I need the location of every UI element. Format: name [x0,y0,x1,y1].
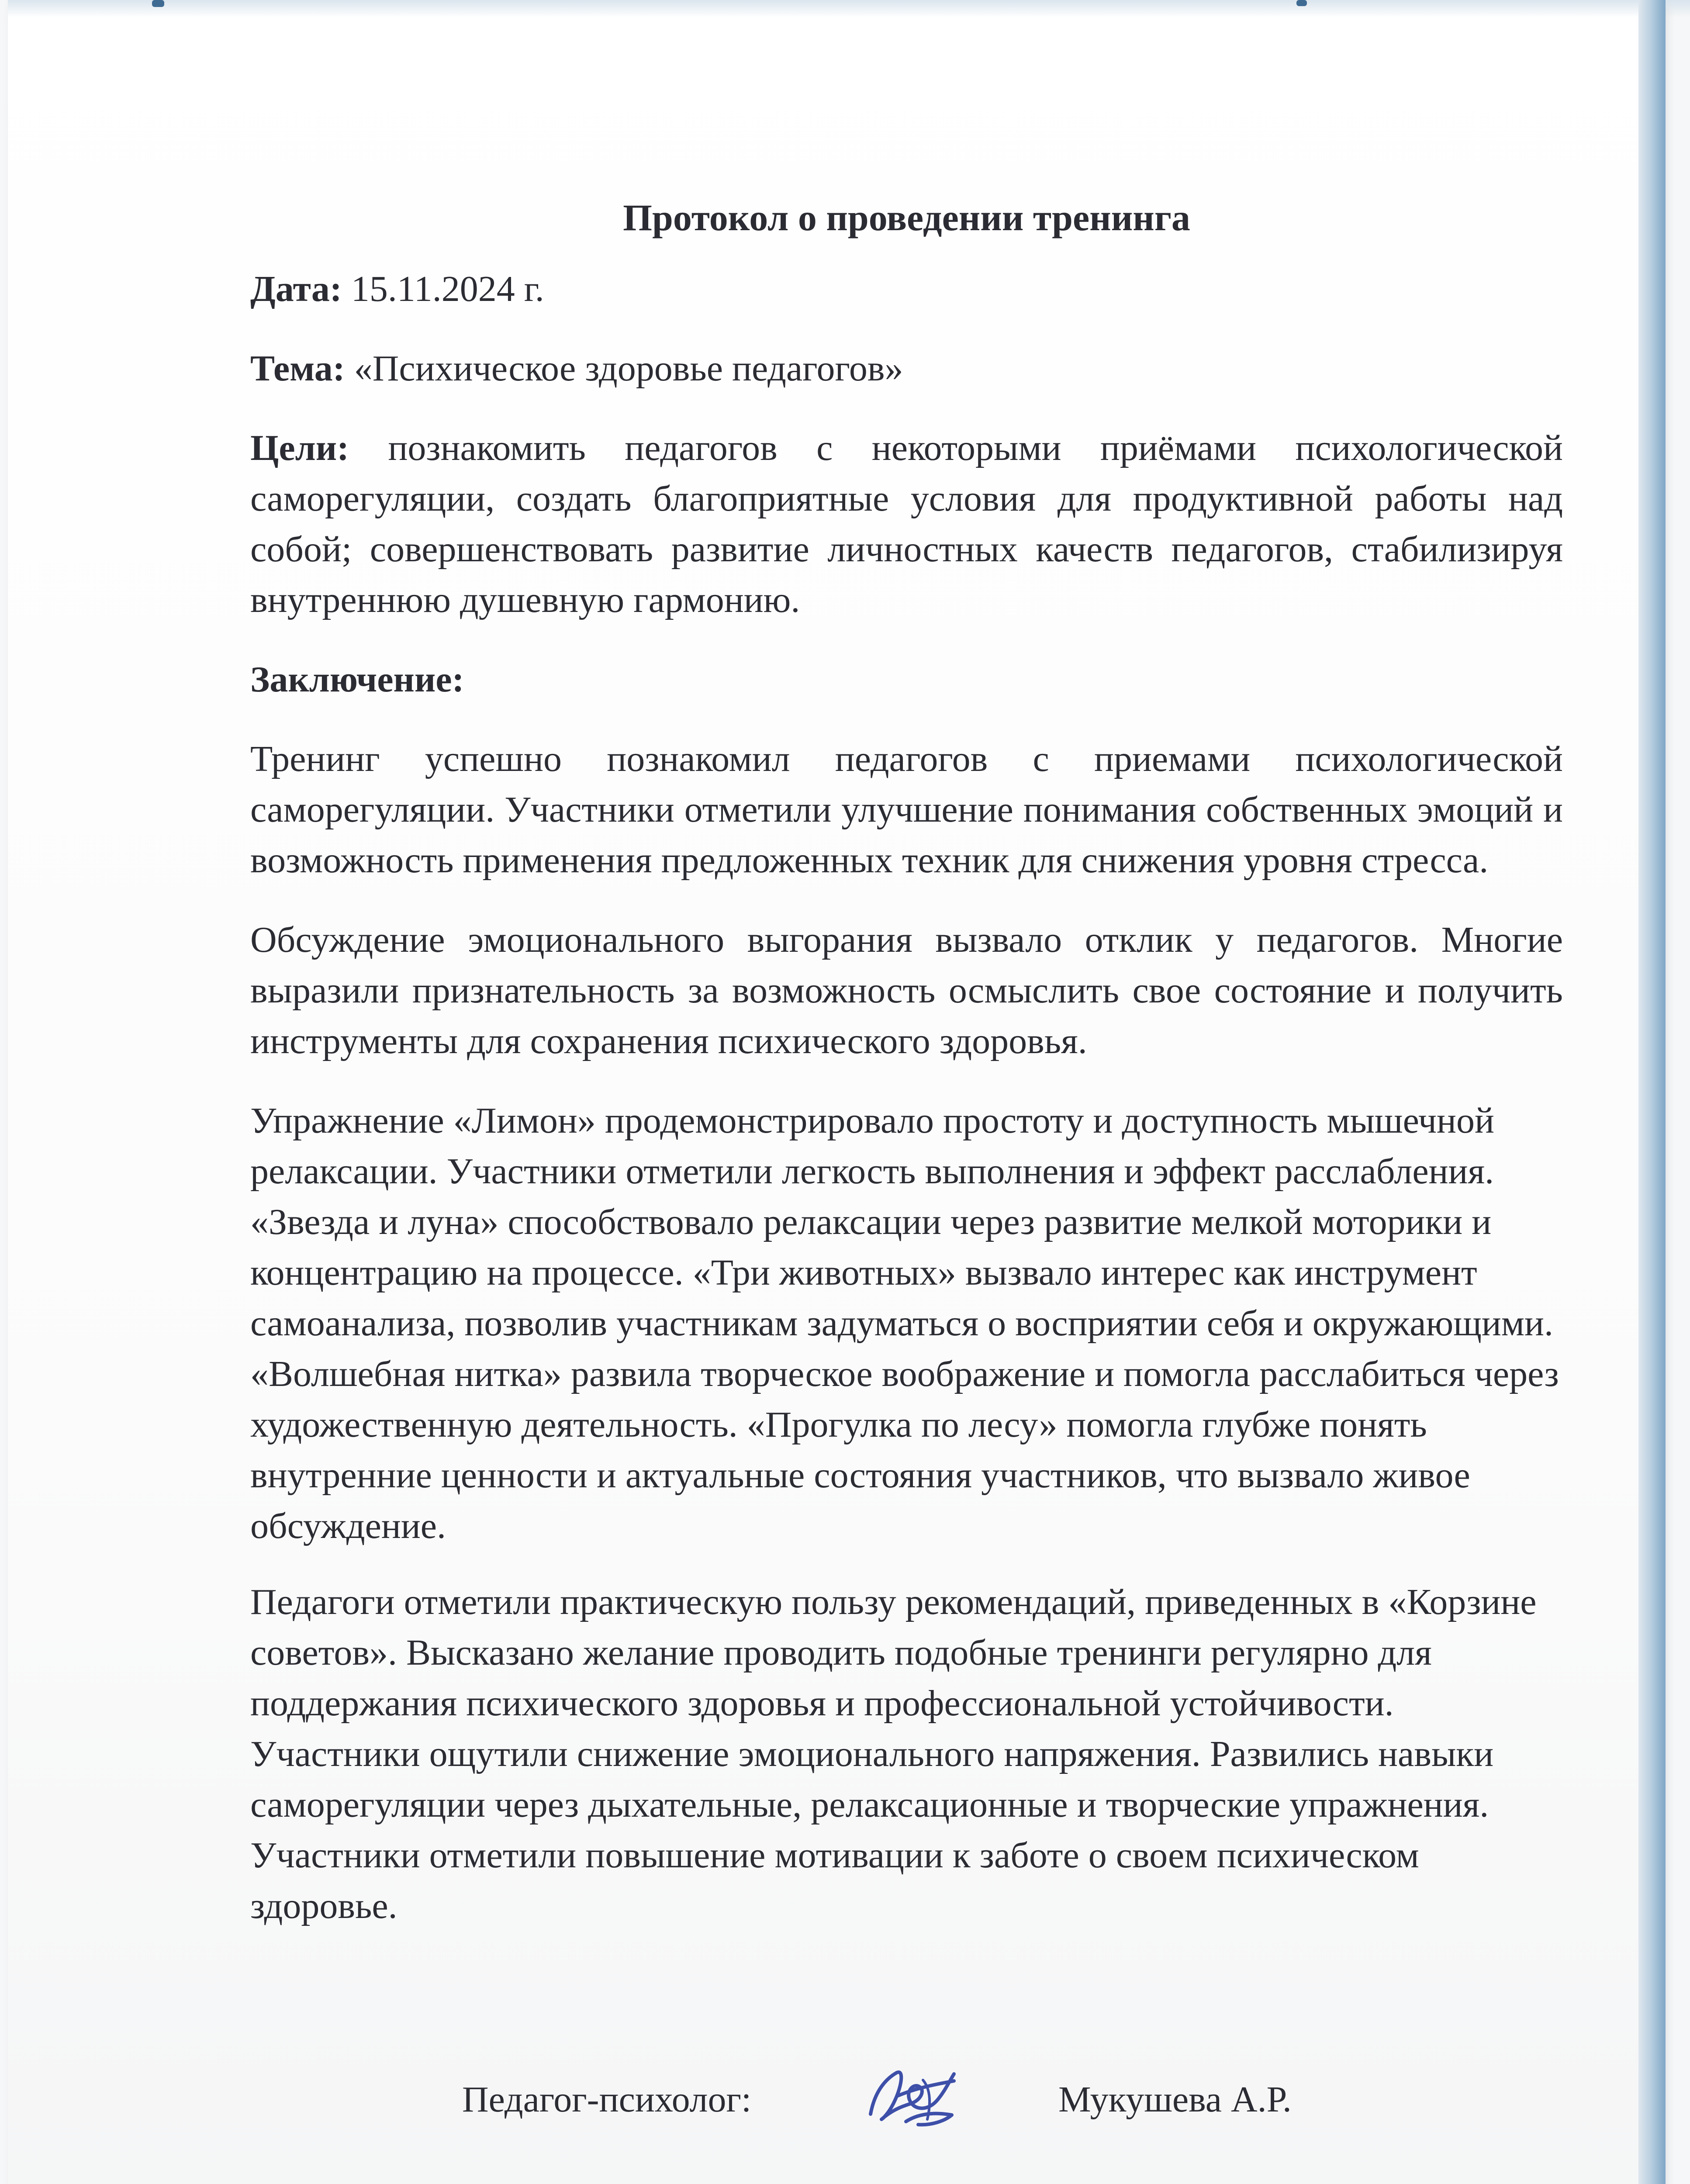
handwritten-signature [851,2049,982,2145]
conclusion-paragraph-1: Тренинг успешно познакомил педагогов с приемами психологической саморегуляции. Участники отметили улучшение понимания собственных эмоций и возможность применения предложенных техник для снижения уровня стресса. [250,739,1563,881]
document-title: Протокол о проведении тренинга [623,197,1190,238]
date-label: Дата: [250,269,342,309]
date-value: 15.11.2024 г. [351,269,544,309]
conclusion-paragraph-3: Упражнение «Лимон» продемонстрировало простоту и доступность мышечной релаксации. Участники отметили легкость выполнения и эффект расслабления. «Звезда и луна» способствовало релаксации через развитие мелкой моторики и концентрацию на процессе. «Три животных» вызвало интерес как инструмент самоанализа, позволив участникам задуматься о восприятии себя и окружающими. «Волшебная нитка» развила творческое воображение и помогла расслабиться через художественную деятельность. «Прогулка по лесу» помогла глубже понять внутренние ценности и актуальные состояния участников, что вызвало живое обсуждение. [250,1100,1559,1546]
topic-value: «Психическое здоровье педагогов» [354,348,903,389]
goals-text: познакомить педагогов с некоторыми приёмами психологической саморегуляции, создать благоприятные условия для продуктивной работы над собой; совершенствовать развитие личностных качеств педагогов, стабилизируя внутреннюю душевную гармонию. [250,428,1563,620]
top-mark [1296,0,1307,6]
signature-role: Педагог-психолог: [462,2079,752,2120]
scan-top-edge [8,0,1690,17]
goals-paragraph [250,423,1563,625]
signature-row [462,2070,1423,2167]
signature-name: Мукушева А.Р. [1058,2079,1292,2120]
conclusion-heading: Заключение: [250,659,464,700]
goals-label: Цели: [250,428,349,468]
top-mark [152,0,164,7]
date-line [250,264,1563,314]
document-page [8,0,1666,2184]
document-content [250,192,1563,1957]
topic-line [250,343,1563,394]
folder-edge [1638,0,1666,2184]
topic-label: Тема: [250,348,345,389]
conclusion-paragraph-4: Педагоги отметили практическую пользу рекомендаций, приведенных в «Корзине советов». Высказано желание проводить подобные тренинги регулярно для поддержания психического здоровья и профессиональной устойчивости. Участники ощутили снижение эмоционального напряжения. Развились навыки саморегуляции через дыхательные, релаксационные и творческие упражнения. Участники отметили повышение мотивации к заботе о своем психическом здоровье. [250,1582,1537,1926]
conclusion-paragraph-2: Обсуждение эмоционального выгорания вызвало отклик у педагогов. Многие выразили признательность за возможность осмыслить свое состояние и получить инструменты для сохранения психического здоровья. [250,919,1563,1061]
